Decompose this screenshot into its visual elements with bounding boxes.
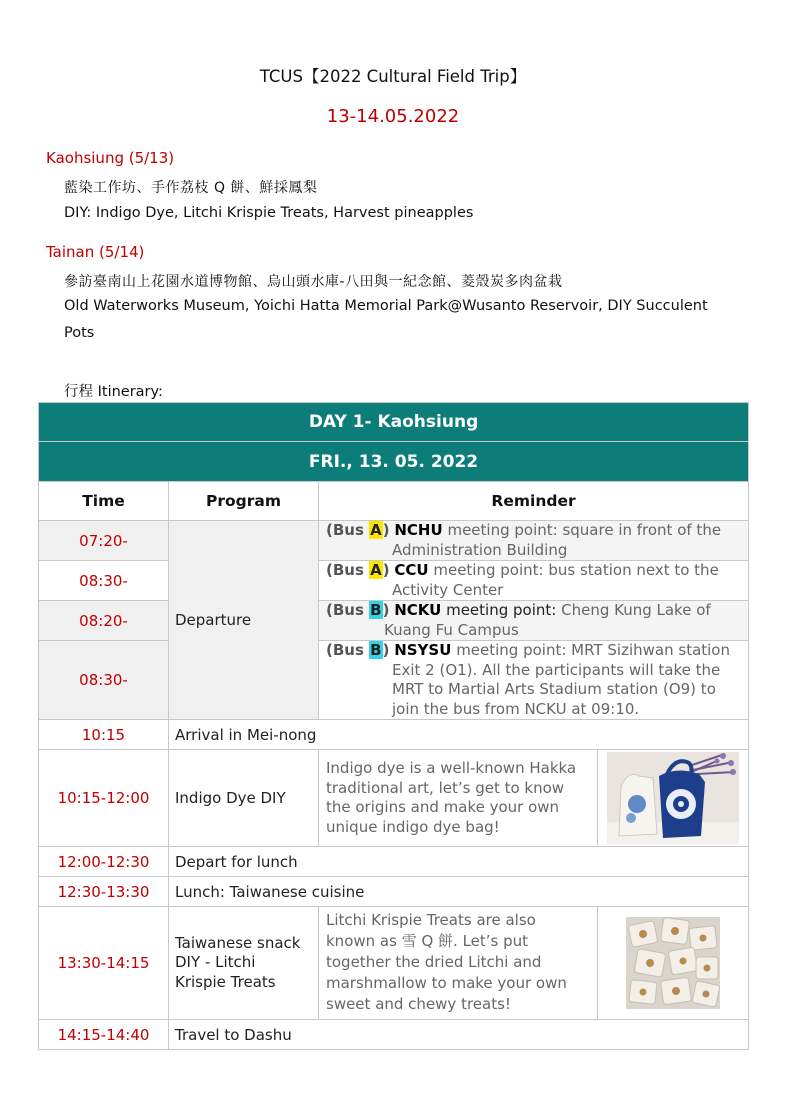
itinerary-table	[38, 402, 749, 1050]
program-cell: Indigo Dye DIY	[169, 750, 319, 847]
header-reminder: Reminder	[319, 482, 749, 521]
bus-label: (Bus	[326, 561, 370, 579]
bus-b-badge: B	[370, 641, 382, 659]
bus-b-badge: B	[370, 601, 382, 619]
kaohsiung-heading: Kaohsiung (5/13)	[46, 149, 175, 167]
reminder-cell: Litchi Krispie Treats are also known as 雪 Q 餅. Let’s put together the dried Litchi and marshmallow to make your own sweet and chewy treats!	[319, 907, 598, 1020]
time-cell: 08:30-	[39, 641, 169, 720]
reminder-cell: (Bus A) NCHU meeting point: square in front of the Administration Building	[319, 521, 749, 561]
litchi-treats-photo	[598, 907, 749, 1020]
program-cell: Travel to Dashu	[169, 1020, 749, 1050]
trip-date: 13-14.05.2022	[326, 106, 460, 127]
university-name: NCKU	[394, 601, 442, 619]
bus-label: (Bus	[326, 641, 370, 659]
reminder-cell: (Bus B) NSYSU meeting point: MRT Sizihwan station Exit 2 (O1). All the participants will take the MRT to Martial Arts Stadium station (O9) to join the bus from NCKU at 09:10.	[319, 641, 749, 720]
indigo-bag-image	[607, 752, 739, 844]
table-row	[39, 907, 749, 1020]
tainan-heading: Tainan (5/14)	[46, 243, 145, 261]
time-cell: 08:30-	[39, 561, 169, 601]
time-cell: 07:20-	[39, 521, 169, 561]
date-banner: FRI., 13. 05. 2022	[39, 442, 749, 482]
table-row	[39, 877, 749, 907]
time-cell: 10:15-12:00	[39, 750, 169, 847]
program-cell: Departure	[169, 521, 319, 720]
header-row	[39, 482, 749, 521]
day-banner: DAY 1- Kaohsiung	[39, 403, 749, 442]
bus-label: (Bus	[326, 521, 370, 539]
reminder-cell: Indigo dye is a well-known Hakka traditional art, let’s get to know the origins and make your own unique indigo dye bag!	[319, 750, 598, 847]
university-name: NSYSU	[394, 641, 452, 659]
program-cell: Arrival in Mei-nong	[169, 720, 749, 750]
table-row	[39, 561, 749, 601]
kaohsiung-zh: 藍染工作坊、手作荔枝 Q 餅、鮮採鳳梨	[64, 180, 318, 196]
bus-label: (Bus	[326, 601, 370, 619]
bus-a-badge: A	[370, 561, 382, 579]
program-cell: Depart for lunch	[169, 847, 749, 877]
table-row	[39, 1020, 749, 1050]
tainan-en-line2: Pots	[64, 325, 95, 341]
tainan-en-line1: Old Waterworks Museum, Yoichi Hatta Memorial Park@Wusanto Reservoir, DIY Succulent	[64, 298, 708, 314]
page-title: TCUS【2022 Cultural Field Trip】	[259, 67, 527, 86]
header-program: Program	[169, 482, 319, 521]
date-banner-row	[39, 442, 749, 482]
program-cell: Lunch: Taiwanese cuisine	[169, 877, 749, 907]
time-cell: 10:15	[39, 720, 169, 750]
reminder-cell: (Bus B) NCKU meeting point: Cheng Kung Lake of Kuang Fu Campus	[319, 601, 749, 641]
litchi-treats-image	[626, 917, 720, 1009]
kaohsiung-en: DIY: Indigo Dye, Litchi Krispie Treats, Harvest pineapples	[64, 205, 474, 221]
university-name: CCU	[394, 561, 429, 579]
table-row	[39, 847, 749, 877]
time-cell: 12:00-12:30	[39, 847, 169, 877]
time-cell: 13:30-14:15	[39, 907, 169, 1020]
time-cell: 08:20-	[39, 601, 169, 641]
itinerary-label: 行程 Itinerary:	[64, 384, 163, 400]
header-time: Time	[39, 482, 169, 521]
indigo-bag-photo	[598, 750, 749, 847]
table-row	[39, 720, 749, 750]
bus-a-badge: A	[370, 521, 382, 539]
table-row	[39, 750, 749, 847]
table-row	[39, 521, 749, 561]
time-cell: 12:30-13:30	[39, 877, 169, 907]
table-row	[39, 641, 749, 720]
table-row	[39, 601, 749, 641]
program-cell: Taiwanese snack DIY - Litchi Krispie Treats	[169, 907, 319, 1020]
time-cell: 14:15-14:40	[39, 1020, 169, 1050]
reminder-cell: (Bus A) CCU meeting point: bus station next to the Activity Center	[319, 561, 749, 601]
tainan-zh: 參訪臺南山上花園水道博物館、烏山頭水庫-八田與一紀念館、菱殼炭多肉盆栽	[64, 274, 563, 290]
day-banner-row	[39, 403, 749, 442]
university-name: NCHU	[394, 521, 443, 539]
